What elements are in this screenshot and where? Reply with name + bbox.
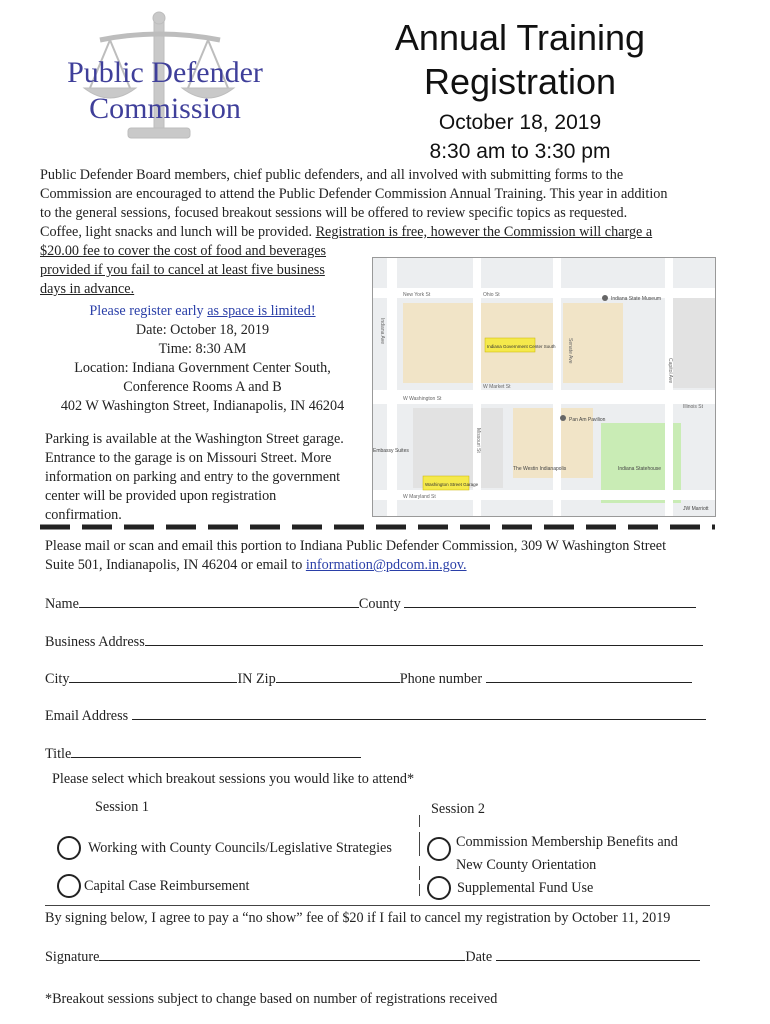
mail-instructions [45,537,725,575]
logo-text-line2: Commission [89,92,241,125]
divider [419,884,420,896]
name-row [45,593,696,614]
map-street-label: Illinois St [683,404,704,410]
no-show-agreement: By signing below, I agree to pay a “no show” fee of $20 if I fail to cancel my registration by October 11, 2019 [45,910,671,926]
phone-label: Phone number [399,671,483,687]
option-membership-benefits: Commission Membership Benefits and [456,834,678,850]
option-county-councils: Working with County Councils/Legislative Strategies [88,840,392,856]
map-street-label: Indiana Ave [379,318,385,345]
logo-text-line1: Public Defender [67,56,263,89]
map-place-label: Pan Am Pavilion [569,417,606,423]
parking-line: information on parking and entry to the government [45,469,341,485]
radio-supplemental-fund[interactable] [427,876,451,900]
map-street-label: W Market St [483,384,511,390]
business-address-field[interactable] [145,631,703,646]
event-date: October 18, 2019 [438,111,602,134]
map-place-label: Embassy Suites [373,448,409,454]
map-place-label: JW Marriott [683,506,709,512]
register-early-text: Please register early [89,303,208,319]
parking-line: center will be provided upon registration [45,488,277,504]
details-date: Date: October 18, 2019 [135,322,270,338]
session2-heading: Session 2 [431,801,485,817]
business-address-label: Business Address [45,634,145,650]
signature-field[interactable] [99,946,465,961]
cut-line [40,524,715,530]
date-label: Date [465,949,493,965]
map-street-label: Ohio St [483,292,500,298]
map-place-label: The Westin Indianapolis [513,466,567,472]
business-address-row [45,631,703,652]
map-street-label: W Maryland St [403,494,436,500]
option-capital-case: Capital Case Reimbursement [84,878,250,894]
county-field[interactable] [404,593,696,608]
date-field[interactable] [496,946,700,961]
county-label: County [358,596,401,612]
space-limited-text: as space is limited! [207,303,316,319]
intro-line: Commission are encouraged to attend the Public Defender Commission Annual Training. This year in addition [40,186,668,202]
name-field[interactable] [79,593,359,608]
event-time: 8:30 am to 3:30 pm [429,140,611,163]
option-membership-benefits-line2: New County Orientation [456,857,597,873]
register-early-note [40,302,365,321]
intro-fee-notice: Registration is free, however the Commission will charge a [315,224,653,240]
zip-label: IN Zip [237,671,276,687]
map-place-label: Washington Street Garage [425,482,479,487]
location-map [372,257,716,517]
map-street-label: Senate Ave [567,338,573,364]
email-address-field[interactable] [132,705,706,720]
map-graphic [373,258,715,516]
map-place-label: Indiana State Museum [611,296,662,302]
map-street-label: Capitol Ave [667,358,673,384]
event-details [40,302,365,416]
map-place-label: Indiana Government Center South [487,344,556,349]
parking-line: Parking is available at the Washington Street garage. [45,431,344,447]
session1-heading: Session 1 [95,799,149,815]
city-field[interactable] [69,668,237,683]
parking-info [45,430,365,525]
zip-field[interactable] [276,668,400,683]
map-street-label: W Washington St [403,396,442,402]
separator-line [45,905,710,906]
intro-fee-notice: provided if you fail to cancel at least five business [40,262,325,278]
divider [419,815,420,827]
signature-label: Signature [45,949,100,965]
city-label: City [45,671,70,687]
divider [419,832,420,856]
radio-capital-case[interactable] [57,874,81,898]
map-street-label: Missouri St [475,428,481,453]
phone-field[interactable] [486,668,692,683]
title-row [45,743,361,764]
option-supplemental-fund: Supplemental Fund Use [457,880,594,896]
title-label: Title [45,746,72,762]
intro-line: to the general sessions, focused breakout sessions will be offered to review specific topics as requested. [40,205,628,221]
title-field[interactable] [71,743,361,758]
map-place-label: Indiana Statehouse [618,466,662,472]
city-row [45,668,692,689]
name-label: Name [45,596,79,612]
details-time: Time: 8:30 AM [158,341,247,357]
signature-row [45,946,700,967]
details-address: 402 W Washington Street, Indianapolis, IN 46204 [60,398,345,414]
divider [419,866,420,880]
radio-membership-benefits[interactable] [427,837,451,861]
mail-line: Please mail or scan and email this portion to Indiana Public Defender Commission, 309 W Washington Street [45,538,667,554]
email-link[interactable]: information@pdcom.in.gov. [305,557,467,573]
page-title-line1: Annual Training [394,17,646,58]
sessions-question: Please select which breakout sessions you would like to attend* [52,771,415,787]
breakout-note: *Breakout sessions subject to change based on number of registrations received [45,991,498,1007]
intro-text: Coffee, light snacks and lunch will be provided. [40,224,316,240]
parking-line: confirmation. [45,507,122,523]
email-address-label: Email Address [45,708,129,724]
intro-line [40,223,720,242]
email-row [45,705,706,726]
intro-fee-notice: $20.00 fee to cover the cost of food and beverages [40,243,327,259]
parking-line: Entrance to the garage is on Missouri Street. More [45,450,332,466]
details-location: Location: Indiana Government Center South, [74,360,331,376]
map-street-label: New York St [403,292,431,298]
details-rooms: Conference Rooms A and B [123,379,282,395]
intro-fee-notice: days in advance. [40,281,135,297]
radio-county-councils[interactable] [57,836,81,860]
page-title-line2: Registration [423,61,617,102]
intro-line: Public Defender Board members, chief public defenders, and all involved with submitting forms to the [40,167,624,183]
mail-line: Suite 501, Indianapolis, IN 46204 or email to [45,557,306,573]
